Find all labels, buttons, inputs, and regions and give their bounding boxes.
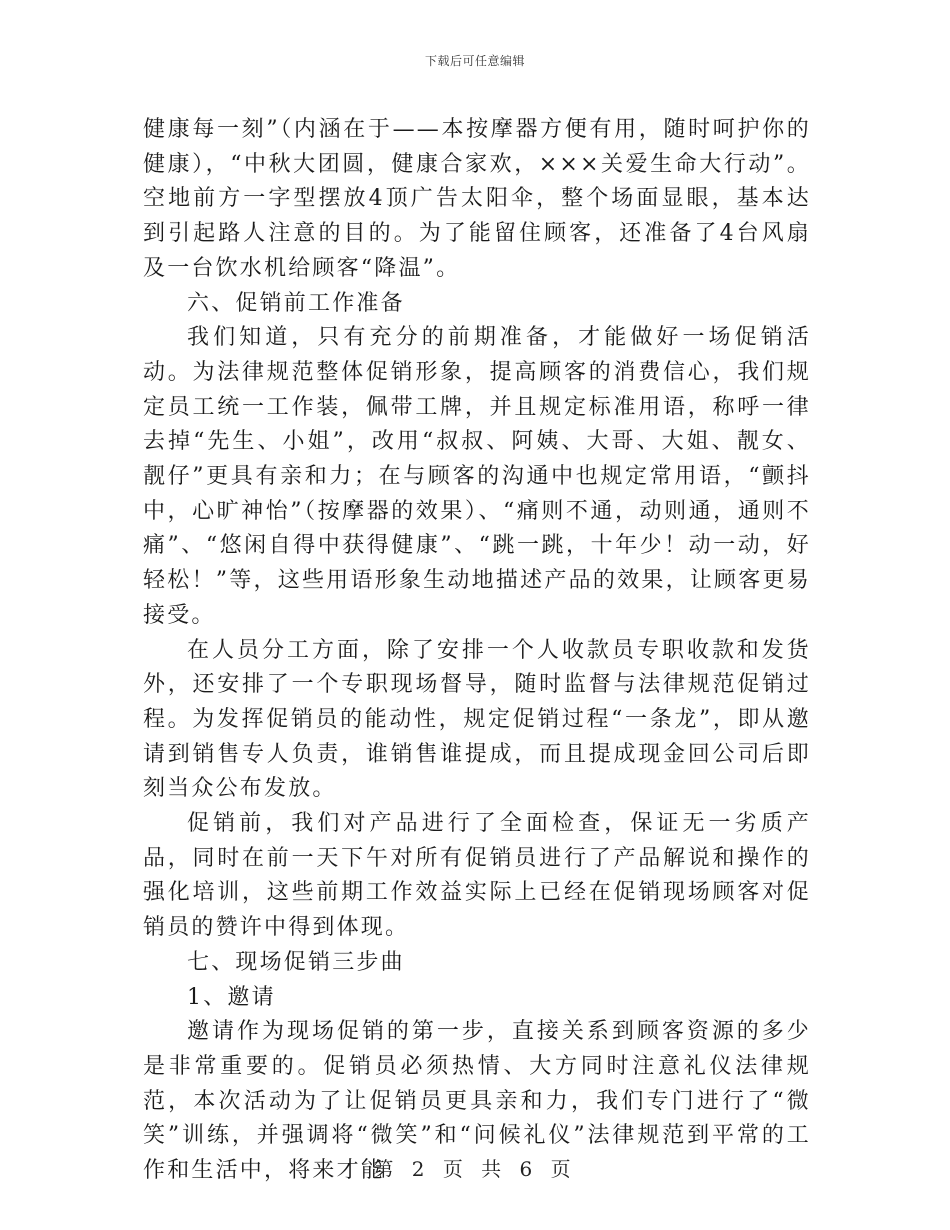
page-header: 下载后可任意编辑	[424, 54, 525, 68]
paragraph-staffing: 在人员分工方面，除了安排一个人收款员专职收款和发货外，还安排了一个专职现场督导，随时监督与法律规范促销过程。为发挥促销员的能动性，规定促销过程“一条龙”，即从邀请到销售专人负责，谁销售谁提成，而且提成现金回公司后即刻当众公布发放。	[143, 637, 811, 802]
paragraph-invite: 邀请作为现场促销的第一步，直接关系到顾客资源的多少是非常重要的。促销员必须热情、大方同时注意礼仪法律规范，本次活动为了让促销员更具亲和力，我们专门进行了“微笑”训练，并强调将“微笑”和“问候礼仪”法律规范到平常的工作和生活中，将来才能	[143, 1019, 811, 1184]
page-number: 第 2 页 共 6 页	[373, 1157, 577, 1181]
subsection-heading-invite: 1、邀请	[187, 984, 276, 1010]
paragraph-preparation: 我们知道，只有充分的前期准备，才能做好一场促销活动。为法律规范整体促销形象，提高顾客的消费信心，我们规定员工统一工作装，佩带工牌，并且规定标准用语，称呼一律去掉“先生、小姐”，改用“叔叔、阿姨、大哥、大姐、靓女、靓仔”更具有亲和力；在与顾客的沟通中也规定常用语，“颤抖中，心旷神怡”（按摩器的效果）、“痛则不通，动则通，通则不痛”、“悠闲自得中获得健康”、“跳一跳，十年少！动一动，好轻松！”等，这些用语形象生动地描述产品的效果，让顾客更易接受。	[143, 325, 811, 628]
section-heading-6: 六、促销前工作准备	[187, 290, 405, 316]
paragraph-continued: 健康每一刻”（内涵在于——本按摩器方便有用，随时呵护你的健康），“中秋大团圆，健康合家欢，×××关爱生命大行动”。空地前方一字型摆放4顶广告太阳伞，整个场面显眼，基本达到引起路人注意的目的。为了能留住顾客，还准备了4台风扇及一台饮水机给顾客“降温”。	[143, 117, 811, 281]
paragraph-inspection: 促销前，我们对产品进行了全面检查，保证无一劣质产品，同时在前一天下午对所有促销员进行了产品解说和操作的强化培训，这些前期工作效益实际上已经在促销现场顾客对促销员的赞许中得到体现。	[143, 811, 811, 941]
document-body	[143, 113, 811, 1189]
section-heading-7: 七、现场促销三步曲	[187, 949, 405, 975]
